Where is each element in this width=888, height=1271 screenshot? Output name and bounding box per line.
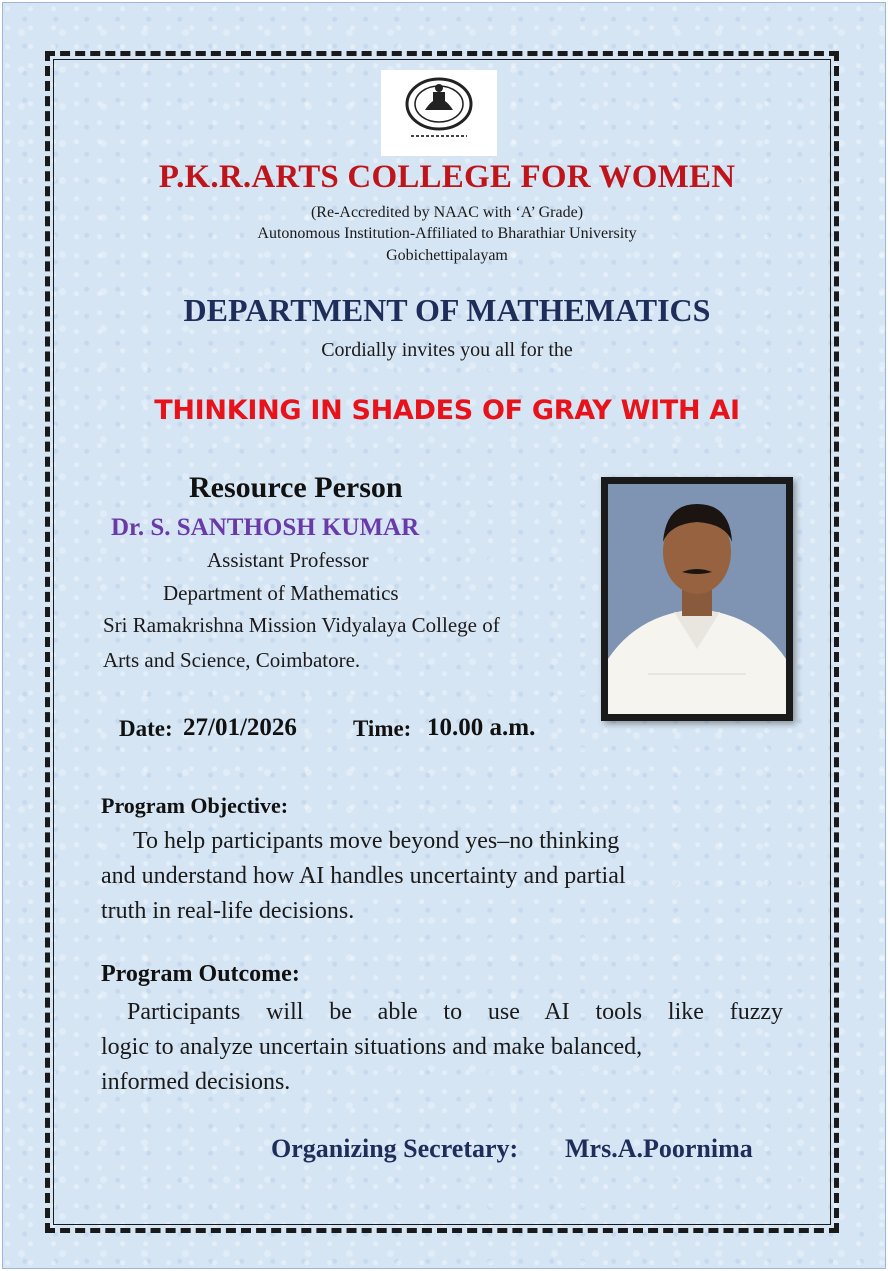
time-value: 10.00 a.m. <box>427 714 536 741</box>
objective-heading: Program Objective: <box>101 793 289 818</box>
resource-person-department: Department of Mathematics <box>163 581 399 605</box>
department-name: DEPARTMENT OF MATHEMATICS <box>183 292 711 328</box>
outcome-line: logic to analyze uncertain situations and make balanced, <box>101 1034 643 1060</box>
location-text: Gobichettipalayam <box>386 247 508 264</box>
objective-line: To help participants move beyond yes–no thinking <box>133 828 620 854</box>
organizing-secretary-label: Organizing Secretary: <box>271 1134 519 1163</box>
time-label: Time: <box>353 716 412 741</box>
college-name: P.K.R.ARTS COLLEGE FOR WOMEN <box>158 159 736 195</box>
resource-person-name: Dr. S. SANTHOSH KUMAR <box>111 514 420 541</box>
objective-line: truth in real-life decisions. <box>101 898 355 924</box>
outcome-line: Participants will be able to use AI tools like fuzzy <box>127 999 783 1025</box>
event-title: THINKING IN SHADES OF GRAY WITH AI <box>154 395 740 426</box>
invitation-text: Cordially invites you all for the <box>321 339 573 361</box>
resource-person-institution: Sri Ramakrishna Mission Vidyalaya College of <box>103 613 500 637</box>
resource-person-designation: Assistant Professor <box>207 548 369 572</box>
portrait-photo <box>601 477 793 721</box>
accreditation-text: (Re-Accredited by NAAC with ‘A’ Grade) <box>310 204 584 221</box>
date-label: Date: <box>119 716 173 741</box>
objective-line: and understand how AI handles uncertainty and partial <box>101 863 626 889</box>
outcome-heading: Program Outcome: <box>101 961 300 987</box>
invitation-poster <box>3 3 885 1268</box>
resource-person-institution-cont: Arts and Science, Coimbatore. <box>103 648 361 672</box>
outcome-line: informed decisions. <box>101 1069 291 1095</box>
college-emblem-icon <box>381 70 497 156</box>
date-value: 27/01/2026 <box>183 714 297 741</box>
affiliation-text: Autonomous Institution-Affiliated to Bharathiar University <box>257 225 637 242</box>
organizing-secretary-name: Mrs.A.Poornima <box>565 1134 753 1163</box>
resource-person-heading: Resource Person <box>189 471 403 504</box>
